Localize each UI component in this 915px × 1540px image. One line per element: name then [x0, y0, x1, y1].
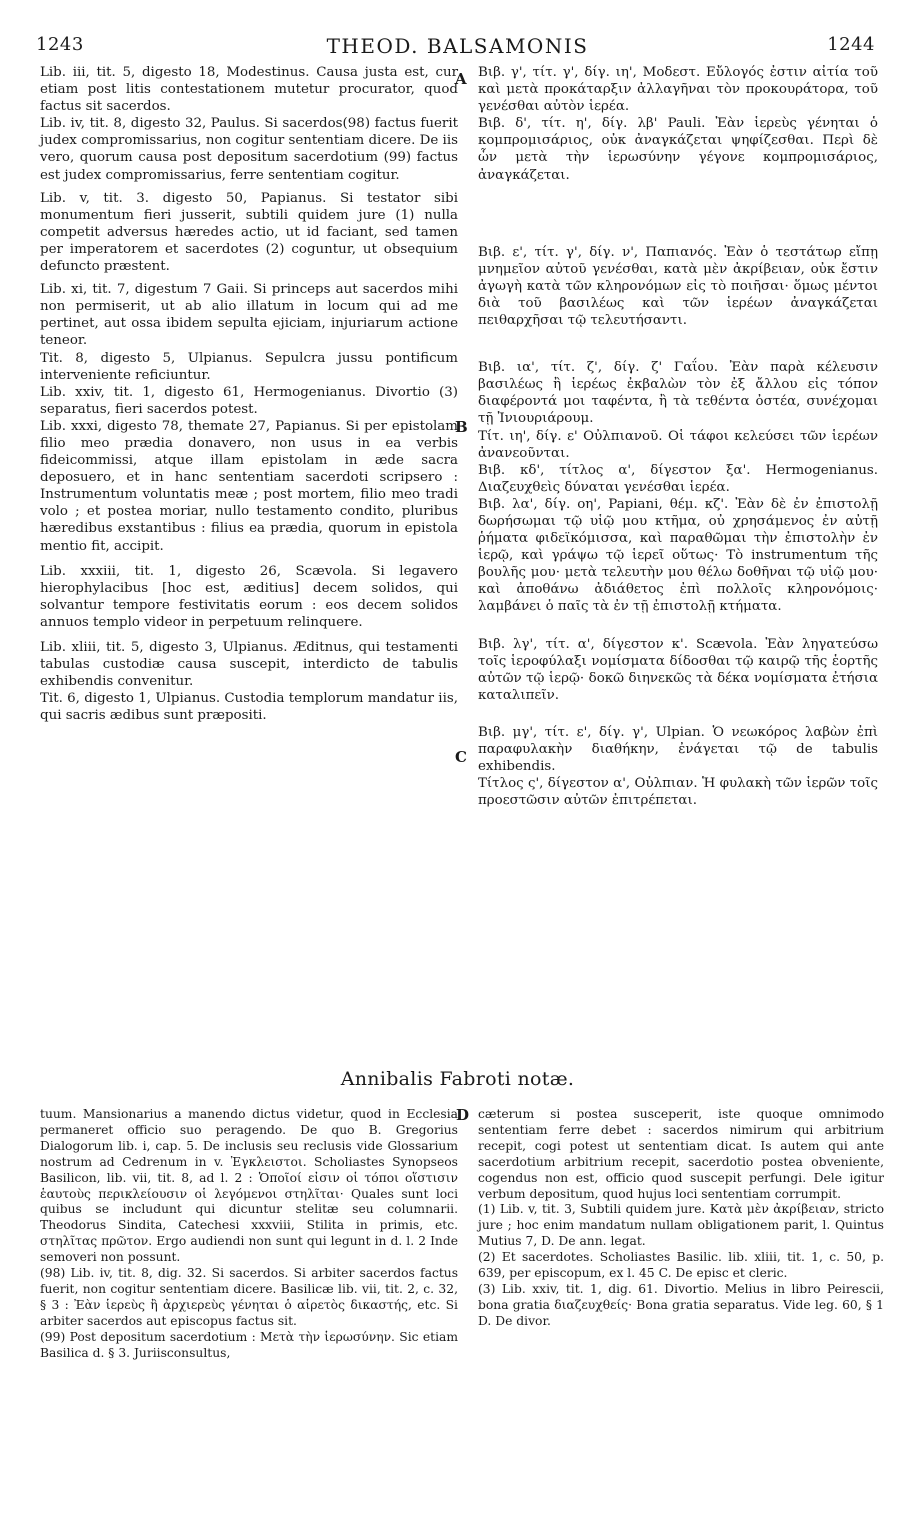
greek-paragraph: Βιβ. λα', δίγ. οη', Papiani, θέμ. κζ'. Ἐὰν δὲ ἐν ἐπιστολῇ δωρήσωμαι τῷ υἱῷ μου κτῆμα, οὐ χρησάμενος ἐν αὐτῇ ῥήματα φιδεϊκόμισσα, καὶ παραθῶμαι τὴν ἐπιστολὴν ἐν ἱερῷ, καὶ γράψω τῷ ἱερεῖ οὕτως· Τὸ instrumentum τῆς βουλῆς μου· μετὰ τελευτὴν μου θέλω δοθῆναι τῷ υἱῷ μου· καὶ ἀποθάνω ἀδιάθετος ἐπὶ πολλοῖς κληρονόμοις· λαμβάνει ὁ παῖς τὰ ἐν τῇ ἐπιστολῇ κτήματα.	[478, 496, 878, 615]
greek-paragraph: Τίτλος ς', δίγεστον α', Οὐλπιαν. Ἡ φυλακὴ τῶν ἱερῶν τοῖς προεστῶσιν αὐτῶν ἐπιτρέπεται.	[478, 776, 878, 809]
latin-paragraph: Lib. xxxiii, tit. 1, digesto 26, Scævola. Si legavero hierophylacibus [hoc est, æditius] decem solidos, qui solvantur tempore festivitatis eorum : eos decem solidos annuos templo videor in perpetuum relinquere.	[40, 563, 458, 630]
greek-paragraph: Βιβ. ε', τίτ. γ', δίγ. ν', Παπιανός. Ἐὰν ὁ τεστάτωρ εἴπῃ μνημεῖον αὐτοῦ γενέσθαι, κατὰ μὲν ἀκρίβειαν, οὐκ ἔστιν ἀγωγὴ κατὰ τῶν κληρονόμων εἰς τὸ ποιῆσαι· ὅμως μέντοι διὰ τοῦ βασιλέως καὶ τῶν ἱερέων ἀναγκάζεται πειθαρχῆσαι τῷ τελευτήσαντι.	[478, 244, 878, 329]
notes-heading: Annibalis Fabroti notæ.	[340, 1068, 575, 1090]
greek-paragraph: Βιβ. κδ', τίτλος α', δίγεστον ξα'. Hermogenianus. Διαζευχθεὶς δύναται γενέσθαι ἱερέα.	[478, 462, 878, 495]
notes-right-column	[478, 1107, 884, 1330]
page-number-right: 1244	[827, 34, 875, 55]
latin-paragraph: Lib. xxiv, tit. 1, digesto 61, Hermogenianus. Divortio (3) separatus, fieri sacerdos potest.	[40, 384, 458, 417]
note-paragraph: (99) Post depositum sacerdotium : Μετὰ τὴν ἱερωσύνην. Sic etiam Basilica d. § 3. Juriisconsultus,	[40, 1329, 458, 1360]
latin-paragraph: Lib. iii, tit. 5, digesto 18, Modestinus. Causa justa est, cur etiam post litis contestationem mutetur procurator, quod factus sit sacerdos.	[40, 65, 458, 115]
margin-marker-c: C	[455, 748, 467, 766]
greek-paragraph: Βιβ. ια', τίτ. ζ', δίγ. ζ' Γαΐου. Ἐὰν παρὰ κέλευσιν βασιλέως ἢ ἱερέως ἐκβαλὼν τὸν ἐξ ἄλλου εἰς τόπον διαφέροντά μοι ταφέντα, ἢ τὰ τεθέντα ὀστέα, συνέχομαι τῇ Ἰνιουριάρουμ.	[478, 360, 878, 427]
greek-paragraph: Βιβ. γ', τίτ. γ', δίγ. ιη', Μοδεστ. Εὔλογός ἐστιν αἰτία τοῦ καὶ μετὰ προκάταρξιν ἀλλαγῆναι τὸν προκουράτορα, τοῦ γενέσθαι αὐτὸν ἱερέα.	[478, 65, 878, 115]
latin-column	[40, 64, 458, 724]
note-paragraph: (98) Lib. iv, tit. 8, dig. 32. Si sacerdos. Si arbiter sacerdos factus fuerit, non cogitur sententiam dicere. Basilicæ lib. vii, tit. 2, c. 32, § 3 : Ἐὰν ἱερεὺς ἢ ἀρχιερεὺς γένηται ὁ αἱρετὸς δικαστής, etc. Si arbiter sacerdos aut episcopus factus sit.	[40, 1266, 458, 1328]
note-paragraph: (2) Et sacerdotes. Scholiastes Basilic. lib. xliii, tit. 1, c. 50, p. 639, per episcopum, ex l. 45 C. De episc et cleric.	[478, 1250, 884, 1281]
margin-marker-a: A	[455, 70, 467, 88]
note-paragraph: cæterum si postea susceperit, iste quoque omnimodo sententiam ferre debet : sacerdos nimirum qui arbitrium recepit, cogi potest ut sententiam dicat. Is autem qui ante sacerdotium arbitrium recepit, sacerdotio postea obveniente, cogendus non est, officio quod suscepit perfungi. Dele igitur verbum depositum, quod hujus loci sententiam corrumpit.	[478, 1107, 884, 1201]
margin-marker-b: B	[455, 418, 468, 436]
page-number-left: 1243	[36, 34, 84, 55]
note-paragraph: (1) Lib. v, tit. 3, Subtili quidem jure. Κατὰ μὲν ἀκρίβειαν, stricto jure ; hoc enim mandatum nullam obligationem parit, l. Quintus Mutius 7, D. De ann. legat.	[478, 1202, 884, 1249]
greek-column	[478, 64, 878, 809]
greek-paragraph: Βιβ. λγ', τίτ. α', δίγεστον κ'. Scævola. Ἐὰν ληγατεύσω τοῖς ἱεροφύλαξι νομίσματα δίδοσθαι τῷ καιρῷ τῆς ἑορτῆς αὐτῶν τῷ ἱερῷ· δοκῶ διηνεκῶς τὰ δέκα νομίσματα ἐτήσια καταλιπεῖν.	[478, 636, 878, 703]
latin-paragraph: Tit. 6, digesto 1, Ulpianus. Custodia templorum mandatur iis, qui sacris ædibus sunt præpositi.	[40, 691, 458, 724]
running-title: THEOD. BALSAMONIS	[326, 34, 589, 58]
margin-marker-d: D	[456, 1106, 470, 1124]
latin-paragraph: Lib. v, tit. 3. digesto 50, Papianus. Si testator sibi monumentum fieri jusserit, subtili quidem jure (1) nulla competit adversus hæredes actio, ut id faciant, sed tamen per imperatorem et sacerdotes (2) coguntur, ut obsequium defuncto præstent.	[40, 190, 458, 275]
notes-left-column	[40, 1107, 458, 1362]
greek-paragraph: Βιβ. δ', τίτ. η', δίγ. λβ' Pauli. Ἐὰν ἱερεὺς γένηται ὁ κομπρομισάριος, οὐκ ἀναγκάζεται ψηφίζεσθαι. Περὶ δὲ ὧν μετὰ τὴν ἱερωσύνην γέγονε κομπρομισάριος, ἀναγκάζεται.	[478, 116, 878, 183]
greek-paragraph: Βιβ. μγ', τίτ. ε', δίγ. γ', Ulpian. Ὁ νεωκόρος λαβὼν ἐπὶ παραφυλακὴν διαθήκην, ἐνάγεται τῷ de tabulis exhibendis.	[478, 724, 878, 775]
latin-paragraph: Tit. 8, digesto 5, Ulpianus. Sepulcra jussu pontificum interveniente reficiuntur.	[40, 350, 458, 383]
latin-paragraph: Lib. iv, tit. 8, digesto 32, Paulus. Si sacerdos(98) factus fuerit judex compromissarius, non cogitur sententiam dicere. De iis vero, quorum causa post depositum sacerdotium (99) factus est judex compromissarius, ferre sententiam cogitur.	[40, 116, 458, 183]
latin-paragraph: Lib. xliii, tit. 5, digesto 3, Ulpianus. Æditnus, qui testamenti tabulas custodiæ causa suscepit, interdicto de tabulis exhibendis convenitur.	[40, 640, 458, 690]
greek-paragraph: Τίτ. ιη', δίγ. ε' Οὐλπιανοῦ. Οἱ τάφοι κελεύσει τῶν ἱερέων ἀνανεοῦνται.	[478, 428, 878, 461]
latin-paragraph: Lib. xi, tit. 7, digestum 7 Gaii. Si princeps aut sacerdos mihi non permiserit, ut ab alio illatum in locum qui ad me pertinet, aut ossa ibidem sepulta ejiciam, injuriarum actione teneor.	[40, 282, 458, 349]
latin-paragraph: Lib. xxxi, digesto 78, themate 27, Papianus. Si per epistolam filio meo prædia donavero, non usus in ea verbis fideicommissi, atque illam epistolam in æde sacra deposuero, et in hanc sententiam sacerdoti scripsero : Instrumentum voluntatis meæ ; post mortem, filio meo tradi volo ; et postea moriar, nullo testamento condito, pluribus hæredibus exstantibus : filius ea prædia, quorum in epistola mentio fit, accipit.	[40, 418, 458, 554]
note-paragraph: tuum. Mansionarius a manendo dictus videtur, quod in Ecclesia permaneret officio suo peragendo. De quo B. Gregorius Dialogorum lib. i, cap. 5. De inclusis seu reclusis vide Glossarium nostrum ad Cedrenum in v. Ἐγκλειστοι. Scholiastes Synopseos Basilicon, lib. vii, tit. 8, ad l. 2 : Ὁποῖοί εἰσιν οἱ τόποι οἵστισιν ἑαυτοὺς περικλείουσιν οἱ λεγόμενοι στηλῖται· Quales sunt loci quibus se includunt qui dicuntur stelitæ seu columnarii. Theodorus Sindita, Catechesi xxxviii, Stilita in primis, etc. στηλῖτας πρῶτον. Ergo audiendi non sunt qui legunt in d. l. 2 Inde semoveri non possunt.	[40, 1107, 458, 1265]
note-paragraph: (3) Lib. xxiv, tit. 1, dig. 61. Divortio. Melius in libro Peirescii, bona gratia διαζευχθείς· Bona gratia separatus. Vide leg. 60, § 1 D. De divor.	[478, 1281, 884, 1328]
